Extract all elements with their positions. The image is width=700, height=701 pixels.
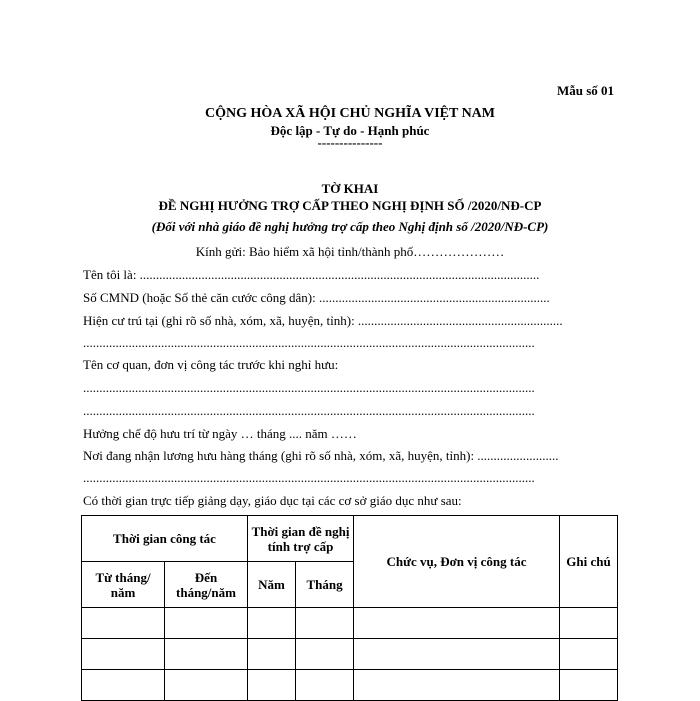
id-field: Số CMND (hoặc Số thẻ căn cước công dân): ....................................................................... <box>83 290 550 305</box>
sub-month-header: Tháng <box>296 562 354 608</box>
table-cell <box>296 639 354 670</box>
table-cell <box>560 639 618 670</box>
agency-continuation-1: ........................................................................................................................................... <box>83 380 535 395</box>
pension-place-field: Nơi đang nhận lương hưu hàng tháng (ghi rõ số nhà, xóm, xã, huyện, tỉnh): ......................... <box>83 448 559 463</box>
motto: Độc lập - Tự do - Hạnh phúc <box>270 123 430 138</box>
retire-date-field: Hưởng chế độ hưu trí từ ngày … tháng .... năm …… <box>83 426 357 441</box>
col-calc-header: Thời gian đề nghị tính trợ cấp <box>248 516 354 562</box>
teaching-period-table <box>81 515 618 701</box>
residence-field: Hiện cư trú tại (ghi rõ số nhà, xóm, xã, huyện, tỉnh): ............................................................... <box>83 313 563 328</box>
table-cell <box>82 670 165 701</box>
form-code: Mẫu số 01 <box>557 83 615 98</box>
table-row <box>82 639 618 670</box>
pension-place-continuation: ........................................................................................................................................... <box>83 470 535 485</box>
table-cell <box>296 670 354 701</box>
col-period-header: Thời gian công tác <box>82 516 248 562</box>
col-note-header: Ghi chú <box>560 516 618 608</box>
residence-continuation: ........................................................................................................................................... <box>83 335 535 350</box>
table-cell <box>560 608 618 639</box>
recipient: Kính gửi: Bảo hiểm xã hội tỉnh/thành phố………………… <box>195 244 505 259</box>
name-field: Tên tôi là: ........................................................................................................................... <box>83 267 540 282</box>
table-cell <box>354 670 560 701</box>
table-cell <box>296 608 354 639</box>
table-cell <box>560 670 618 701</box>
table-cell <box>354 639 560 670</box>
table-cell <box>248 639 296 670</box>
table-cell <box>248 608 296 639</box>
table-cell <box>248 670 296 701</box>
table-cell <box>354 608 560 639</box>
table-row <box>82 608 618 639</box>
nation-header: CỘNG HÒA XÃ HỘI CHỦ NGHĨA VIỆT NAM <box>204 106 495 121</box>
sub-from-header: Từ tháng/ năm <box>82 562 165 608</box>
teaching-intro: Có thời gian trực tiếp giảng dạy, giáo dục tại các cơ sở giáo dục như sau: <box>83 493 462 508</box>
sub-year-header: Năm <box>248 562 296 608</box>
agency-field: Tên cơ quan, đơn vị công tác trước khi nghỉ hưu: <box>83 357 339 372</box>
form-subtitle: ĐỀ NGHỊ HƯỞNG TRỢ CẤP THEO NGHỊ ĐỊNH SỐ /2020/NĐ-CP <box>158 198 542 213</box>
table-cell <box>165 639 248 670</box>
sub-to-header: Đến tháng/năm <box>165 562 248 608</box>
table-row <box>82 670 618 701</box>
table-cell <box>82 639 165 670</box>
table-cell <box>165 670 248 701</box>
form-note: (Đối với nhà giáo đề nghị hưởng trợ cấp theo Nghị định số /2020/NĐ-CP) <box>151 219 549 234</box>
table-cell <box>165 608 248 639</box>
separator: --------------- <box>317 135 383 150</box>
agency-continuation-2: ........................................................................................................................................... <box>83 403 535 418</box>
col-position-header: Chức vụ, Đơn vị công tác <box>354 516 560 608</box>
form-title: TỜ KHAI <box>321 181 379 196</box>
table-cell <box>82 608 165 639</box>
